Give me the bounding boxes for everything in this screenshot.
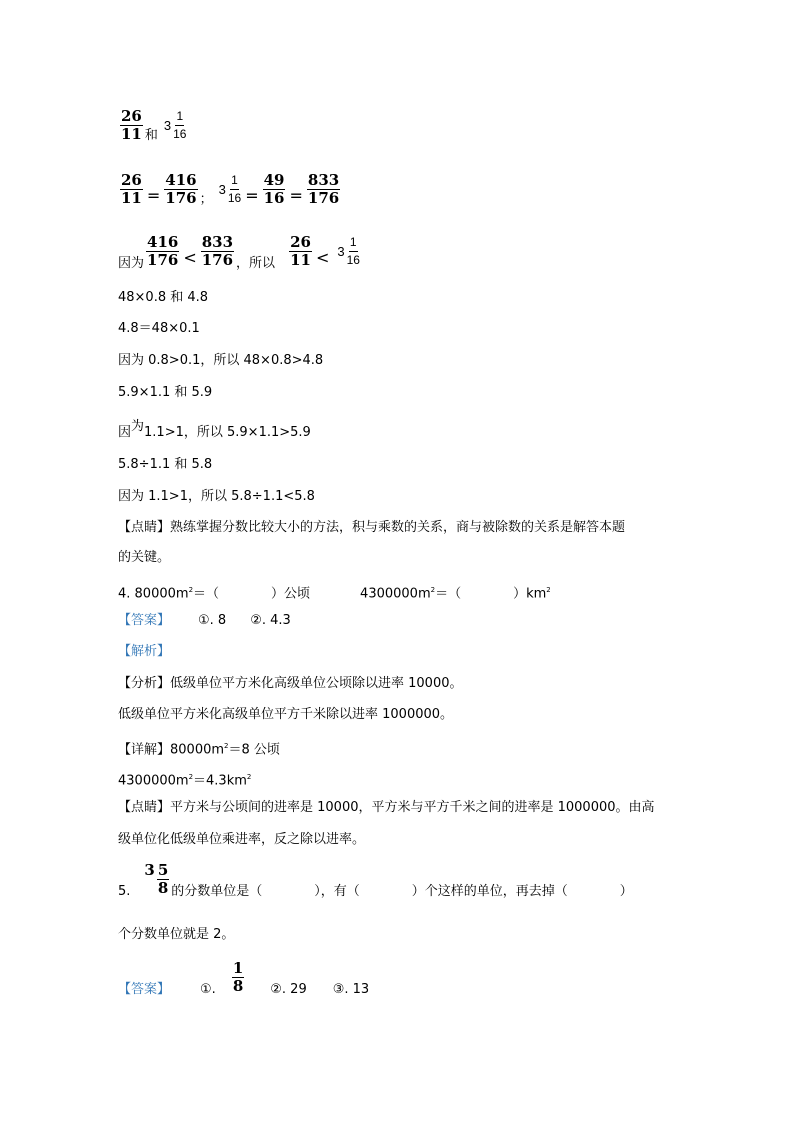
text-line: 因为 1.1>1，所以 5.8÷1.1<5.8: [118, 489, 315, 504]
fraction: $\frac{1}{16}$: [346, 235, 360, 267]
text-line: 低级单位平方米化高级单位平方千米除以进率 1000000。: [118, 707, 454, 722]
text-line: 因为 0.8>0.1，所以 48×0.8>4.8: [118, 353, 324, 368]
answer-label: 【答案】: [118, 613, 171, 628]
fraction: $\frac{26}{11}$: [290, 233, 311, 269]
text-line: 【点睛】平方米与公顷间的进率是 10000，平方米与平方千米之间的进率是 1000000。由高: [118, 800, 655, 815]
fraction: $\frac{416}{176}$: [147, 233, 179, 269]
text-line: 5.9×1.1 和 5.9: [118, 385, 213, 400]
fraction: $\frac{26}{11}$: [121, 171, 142, 207]
text-line: 级单位化低级单位乘进率，反之除以进率。: [118, 832, 366, 847]
fraction: $\frac{26}{11}$: [121, 107, 142, 143]
text-line: 个分数单位就是 2。: [118, 927, 235, 942]
fraction: $\frac{1}{16}$: [227, 173, 242, 205]
comparison-line-1: $\frac{26}{11}$ 和3 $\frac{1}{16}$: [121, 107, 187, 143]
analysis-label: 【解析】: [118, 644, 171, 659]
fraction: $\frac{416}{176}$: [165, 171, 197, 207]
equation-line: $\frac{26}{11}$ = $\frac{416}{176}$ ；3 $\frac{1}{16}$ = $\frac{49}{16}$ = $\frac{833}{176}$: [121, 171, 340, 207]
text-line: $4300000m^2=4.3km^2$: [118, 773, 252, 789]
because-line-1: 因为 $\frac{416}{176}$ < $\frac{833}{176}$ ，所以 $\frac{26}{11}$ < 3 $\frac{1}{16}$: [118, 233, 360, 271]
fraction: $\frac{1}{8}$: [232, 959, 244, 995]
text-line: 48×0.8 和 4.8: [118, 290, 209, 305]
text-line: 因为1.1>1，所以 5.9×1.1>5.9: [118, 419, 311, 440]
question-5: 5. 3 $\frac{5}{8}$ 的分数单位是（ ），有（ ）个这样的单位，再去掉（ ）: [118, 860, 633, 899]
text-line: 【点睛】熟练掌握分数比较大小的方法，积与乘数的关系，商与被除数的关系是解答本题: [118, 520, 626, 535]
text-line: 4.8＝48×0.1: [118, 321, 200, 336]
text-line: 【分析】低级单位平方米化高级单位公顷除以进率 10000。: [118, 676, 463, 691]
fraction: $\frac{833}{176}$: [201, 233, 234, 269]
question-4: 4. $80000m^2=$（ ）公顷 $4300000m^2=$（ ）$km^2$: [118, 586, 551, 602]
text-line: 的关键。: [118, 550, 171, 565]
fraction: $\frac{833}{176}$: [307, 171, 340, 207]
answer-5: 【答案】 ①. $\frac{1}{8}$ ②. 29 ③. 13: [118, 959, 370, 997]
fraction: $\frac{1}{16}$: [173, 109, 187, 141]
fraction: $\frac{49}{16}$: [263, 171, 285, 207]
text-line: 【详解】$80000m^2=8$ 公顷: [118, 742, 280, 758]
answer-4: 【答案】 ①. 8 ②. 4.3: [118, 613, 291, 628]
text-line: 5.8÷1.1 和 5.8: [118, 457, 213, 472]
mixed-fraction: 3 $\frac{5}{8}$: [144, 860, 169, 897]
answer-label: 【答案】: [118, 982, 171, 997]
